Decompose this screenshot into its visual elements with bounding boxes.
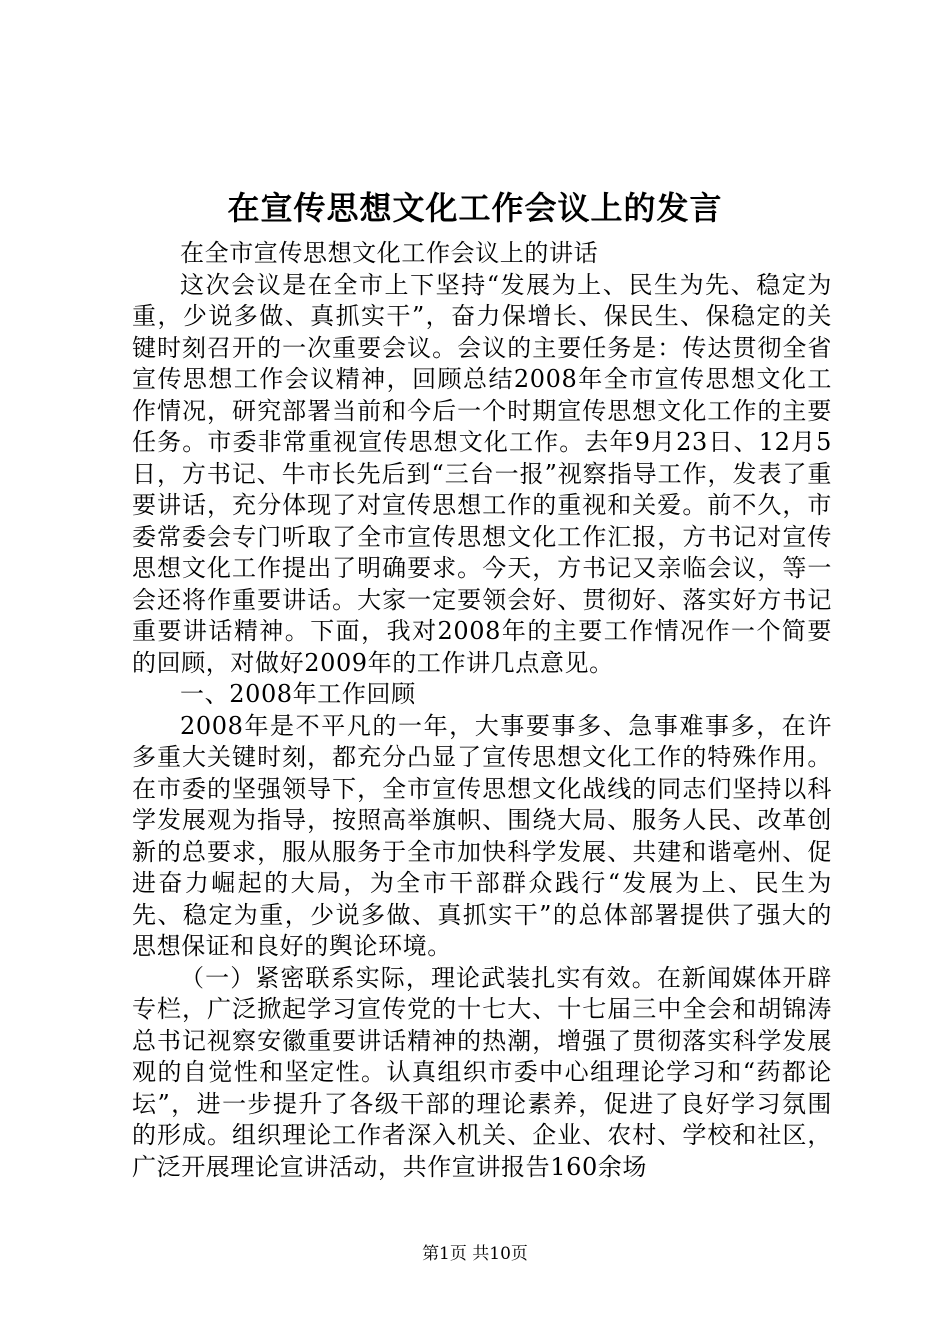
section-heading: 一、2008年工作回顾 (180, 680, 416, 708)
paragraph-theory: （一）紧密联系实际，理论武装扎实有效。在新闻媒体开辟专栏，广泛掀起学习宣传党的十七大、十七届三中全会和胡锦涛总书记视察安徽重要讲话精神的热潮，增强了贯彻落实科学发展观的自觉性和坚定性。认真组织市委中心组理论学习和“药都论坛”，进一步提升了各级干部的理论素养，促进了良好学习氛围的形成。组织理论工作者深入机关、企业、农村、学校和社区，广泛开展理论宣讲活动，共作宣讲报告160余场 (132, 963, 832, 1181)
paragraph-review: 2008年是不平凡的一年，大事要事多、急事难事多，在许多重大关键时刻，都充分凸显了宣传思想文化工作的特殊作用。在市委的坚强领导下，全市宣传思想文化战线的同志们坚持以科学发展观为指导，按照高举旗帜、围绕大局、服务人民、改革创新的总要求，服从服务于全市加快科学发展、共建和谐亳州、促进奋力崛起的大局，为全市干部群众践行“发展为上、民生为先、稳定为重，少说多做、真抓实干”的总体部署提供了强大的思想保证和良好的舆论环境。 (132, 711, 832, 960)
document-body (132, 238, 832, 1183)
paragraph-intro: 这次会议是在全市上下坚持“发展为上、民生为先、稳定为重，少说多做、真抓实干”，奋力保增长、保民生、保稳定的关键时刻召开的一次重要会议。会议的主要任务是：传达贯彻全省宣传思想工作会议精神，回顾总结2008年全市宣传思想文化工作情况，研究部署当前和今后一个时期宣传思想文化工作的主要任务。市委非常重视宣传思想文化工作。去年9月23日、12月5日，方书记、牛市长先后到“三台一报”视察指导工作，发表了重要讲话，充分体现了对宣传思想工作的重视和关爱。前不久，市委常委会专门听取了全市宣传思想文化工作汇报，方书记对宣传思想文化工作提出了明确要求。今天，方书记又亲临会议，等一会还将作重要讲话。大家一定要领会好、贯彻好、落实好方书记重要讲话精神。下面，我对2008年的主要工作情况作一个简要的回顾，对做好2009年的工作讲几点意见。 (132, 270, 832, 677)
speech-subtitle: 在全市宣传思想文化工作会议上的讲话 (180, 239, 599, 267)
document-title: 在宣传思想文化工作会议上的发言 (227, 189, 723, 227)
page-footer: 第1页 共10页 (422, 1244, 528, 1264)
